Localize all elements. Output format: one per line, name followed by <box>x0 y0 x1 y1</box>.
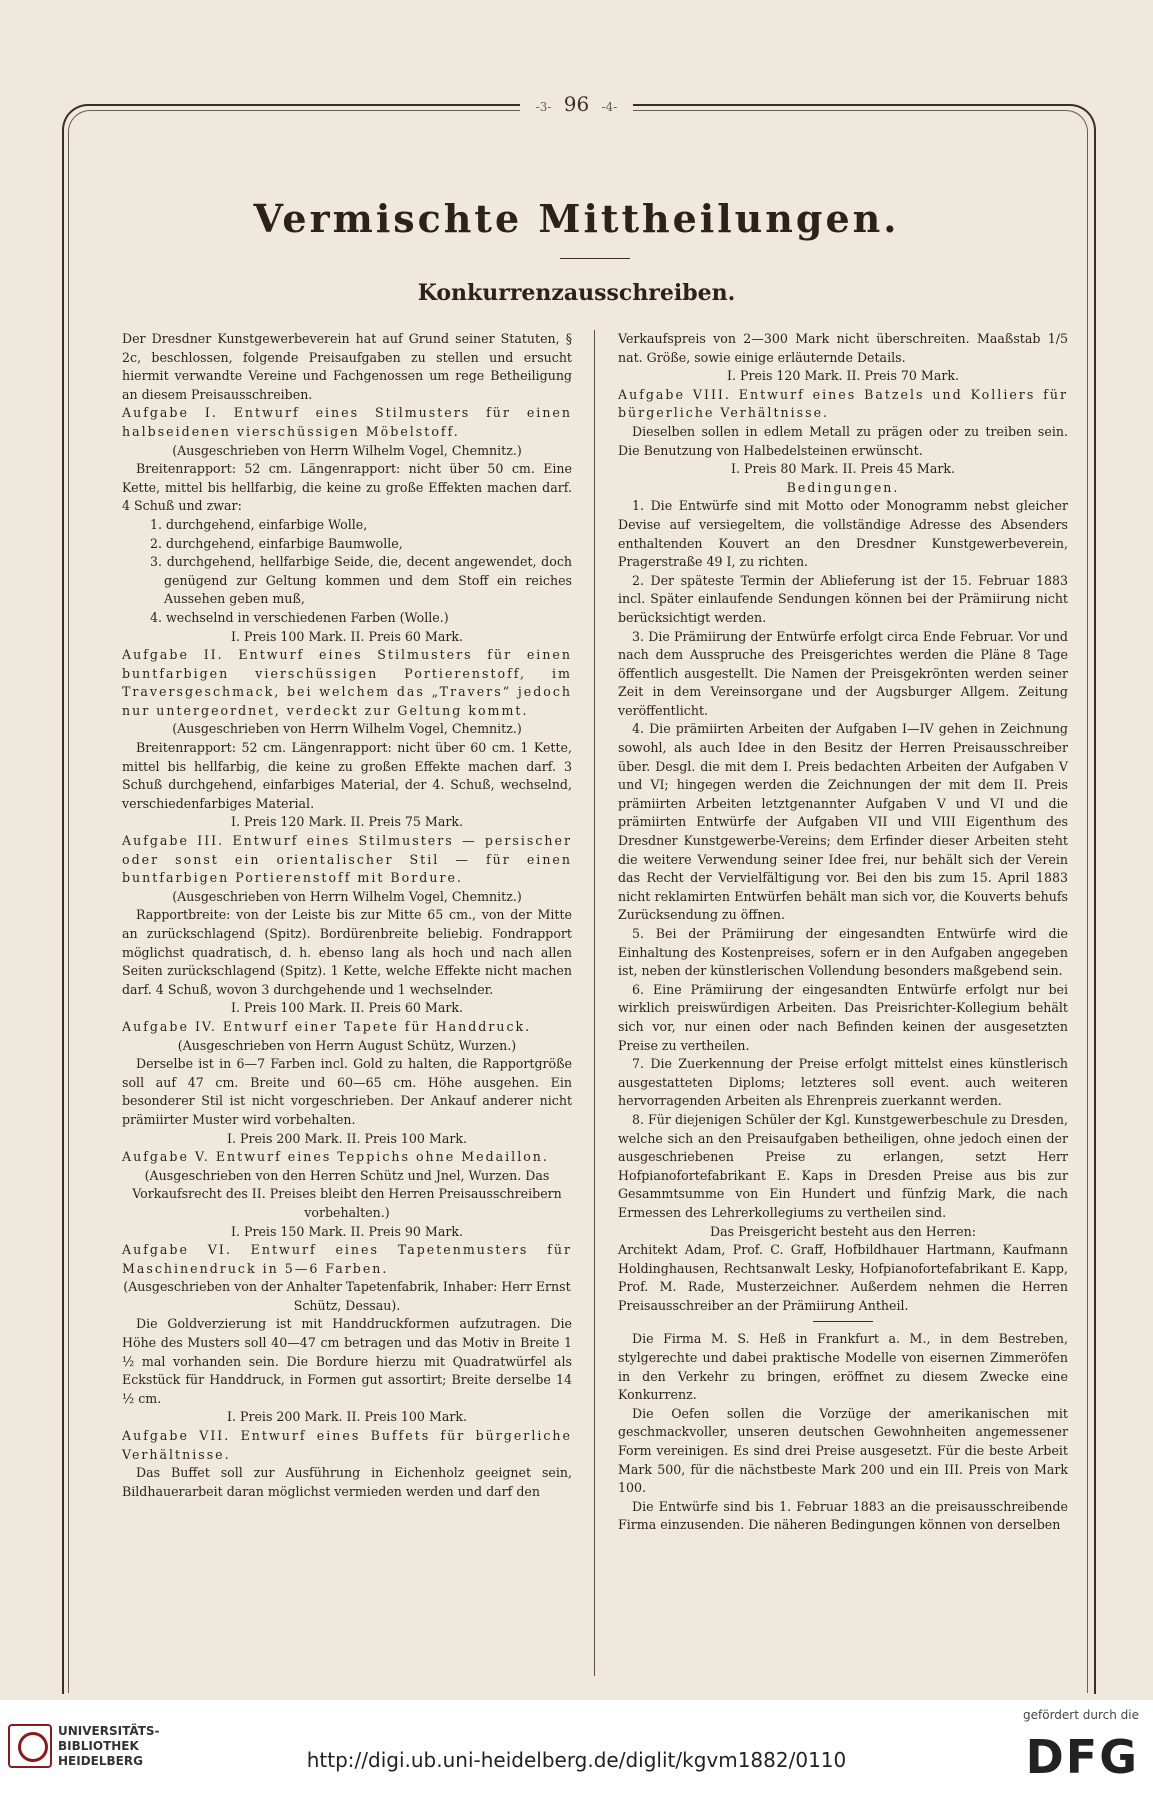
paragraph: Dieselben sollen in edlem Metall zu prägen oder zu treiben sein. Die Benutzung von Halbedelsteinen erwünscht. <box>618 423 1068 458</box>
task-heading: Aufgabe V. Entwurf eines Teppichs ohne Medaillon. <box>122 1149 549 1165</box>
task-heading: Aufgabe I. Entwurf eines Stilmusters für einen halbseidenen vierschüssigen Möbelstoff. <box>122 405 572 439</box>
task-heading: Aufgabe IV. Entwurf einer Tapete für Handdruck. <box>122 1018 532 1034</box>
page-number <box>520 92 634 116</box>
prize-line: I. Preis 200 Mark. II. Preis 100 Mark. <box>226 1130 468 1146</box>
paragraph: Die Goldverzierung ist mit Handdruckformen aufzutragen. Die Höhe des Musters soll 40—47 cm betragen und das Motiv in Breite 1 ½ mal vorhanden sein. Die Bordure hierzu mit Quadratwürfel als Eckstück für Handdruck, in Formen gut assortirt; Breite derselbe 14 ½ cm. <box>122 1316 572 1406</box>
prize-line: I. Preis 120 Mark. II. Preis 70 Mark. <box>726 368 959 384</box>
paragraph: Die Oefen sollen die Vorzüge der amerikanischen mit geschmackvoller, unseren deutschen Gewohnheiten angemessener Form vereinigen. Es sind drei Preise ausgesetzt. Für die beste Arbeit Mark 500, für die nächstbeste Mark 200 und ein III. Preis von Mark 100. <box>618 1405 1068 1496</box>
paragraph: Das Buffet soll zur Ausführung in Eichenholz geeignet sein, Bildhauerarbeit daran möglichst vermieden werden und darf den <box>122 1465 572 1499</box>
page-number-value: 96 <box>563 92 590 116</box>
task-heading: Aufgabe III. Entwurf eines Stilmusters — persischer oder sonst ein orientalischer Stil — für einen buntfarbigen Portierenstoff mit Bordure. <box>122 833 572 886</box>
library-line: UNIVERSITÄTS- <box>58 1724 160 1738</box>
condition-item: 2. Der späteste Termin der Ablieferung ist der 15. Februar 1883 incl. Später einlaufende Sendungen können bei der Prämiirung nicht berücksichtigt werden. <box>618 572 1068 625</box>
list-item: 4. wechselnd in verschiedenen Farben (Wolle.) <box>150 609 449 625</box>
condition-item: 6. Eine Prämiirung der eingesandten Entwürfe erfolgt nur bei wirklich preiswürdigen Arbeiten. Das Preisrichter-Kollegium behält sich vor, nur einen oder nach Befinden keinen der ausgesetzten Preise zu vertheilen. <box>618 981 1068 1053</box>
permalink[interactable]: http://digi.ub.uni-heidelberg.de/diglit/kgvm1882/0110 <box>306 1748 847 1772</box>
task-sponsor: (Ausgeschrieben von der Anhalter Tapetenfabrik, Inhaber: Herr Ernst Schütz, Dessau). <box>123 1279 571 1313</box>
paragraph: Derselbe ist in 6—7 Farben incl. Gold zu halten, die Rapportgröße soll auf 47 cm. Breite und 60—65 cm. Höhe ausgehen. Ein besonderer Stil ist nicht vorgeschrieben. Der Ankauf anderer nicht prämiirter Muster wird vorbehalten. <box>122 1056 572 1127</box>
section-heading: Konkurrenzausschreiben. <box>417 280 736 306</box>
paragraph: Rapportbreite: von der Leiste bis zur Mitte 65 cm., von der Mitte an zurückschlagend (Spitz). Bordürenbreite beliebig. Fondrapport möglichst quadratisch, d. h. ebenso lang als hoch und nach allen Seiten zurückschlagend (Spitz). 1 Kette, welche Effekte nicht machen darf. 4 Schuß, wovon 3 durchgehende und 1 wechselnder. <box>122 907 572 997</box>
task-sponsor: (Ausgeschrieben von Herrn August Schütz, Wurzen.) <box>177 1037 517 1053</box>
task-heading: Aufgabe VII. Entwurf eines Buffets für bürgerliche Verhältnisse. <box>122 1428 572 1462</box>
page-number-row <box>0 92 1153 116</box>
task-heading: Aufgabe II. Entwurf eines Stilmusters für einen buntfarbigen vierschüssigen Portierenstoff, im Traversgeschmack, bei welchem das „Travers“ jedoch nur untergeordnet, verdeckt zur Geltung kommt. <box>122 647 572 718</box>
task-heading: Aufgabe VI. Entwurf eines Tapetenmusters für Maschinendruck in 5—6 Farben. <box>122 1242 572 1276</box>
ornament-left: -3- <box>535 100 552 114</box>
funding-note: gefördert durch die <box>1023 1708 1139 1722</box>
list-item: 1. durchgehend, einfarbige Wolle, <box>150 516 368 532</box>
library-line: HEIDELBERG <box>58 1754 143 1768</box>
library-line: BIBLIOTHEK <box>58 1739 139 1753</box>
prize-line: I. Preis 80 Mark. II. Preis 45 Mark. <box>731 461 955 477</box>
right-column <box>618 330 1068 1535</box>
condition-item: 4. Die prämiirten Arbeiten der Aufgaben I—IV gehen in Zeichnung sowohl, als auch Idee in den Besitz der Herren Preisausschreiber über. Desgl. die mit dem I. Preis bedachten Arbeiten der Aufgaben V und VI; hingegen werden die Zeichnungen der mit dem II. Preis prämiirten Arbeiten letztgenannter Aufgaben V und VI und die prämiirten Entwürfe der Aufgaben VII und VIII Eigenthum des Dresdner Kunstgewerbe-Vereins; dem Erfinder dieser Arbeiten steht die weitere Verwendung seiner Idee frei, nur behält sich der Verein das Recht der Vervielfältigung vor. Bei den bis zum 15. April 1883 nicht reklamirten Entwürfen behält man sich vor, die Kouverts behufs Zurücksendung zu öffnen. <box>618 721 1068 923</box>
condition-item: 3. Die Prämiirung der Entwürfe erfolgt circa Ende Februar. Vor und nach dem Ausspruche des Preisgerichtes werden die Pläne 8 Tage öffentlich ausgestellt. Die Namen der Preisgekrönten werden seiner Zeit in dem Vereinsorgane und der Augsburger Allgem. Zeitung veröffentlicht. <box>618 628 1068 718</box>
task-heading: Aufgabe VIII. Entwurf eines Batzels und Kolliers für bürgerliche Verhältnisse. <box>618 386 1068 421</box>
paragraph: Verkaufspreis von 2—300 Mark nicht überschreiten. Maaßstab 1/5 nat. Größe, sowie einige erläuternde Details. <box>618 331 1068 365</box>
jury-list: Architekt Adam, Prof. C. Graff, Hofbildhauer Hartmann, Kaufmann Holdinghausen, Rechtsanwalt Lesky, Hofpianofortefabrikant E. Kapp, Prof. M. Rade, Musterzeichner. Außerdem nehmen die Herren Preisausschreiber an der Prämiirung Antheil. <box>618 1242 1068 1313</box>
condition-item: 1. Die Entwürfe sind mit Motto oder Monogramm nebst gleicher Devise auf versiegeltem, die vollständige Adresse des Absenders enthaltenden Kouvert an den Dresdner Kunstgewerbeverein, Pragerstraße 49 I, zu richten. <box>618 498 1068 570</box>
paragraph: Breitenrapport: 52 cm. Längenrapport: nicht über 60 cm. 1 Kette, mittel bis hellfarbig, die keine zu großen Effekte machen darf. 3 Schuß durchgehend, einfarbiges Material, der 4. Schuß, wechselnd, verschiedenfarbiges Material. <box>122 740 572 811</box>
jury-heading: Das Preisgericht besteht aus den Herren: <box>710 1223 976 1239</box>
task-sponsor: (Ausgeschrieben von Herrn Wilhelm Vogel, Chemnitz.) <box>172 721 522 737</box>
task-sponsor: (Ausgeschrieben von Herrn Wilhelm Vogel, Chemnitz.) <box>172 442 522 458</box>
condition-item: 8. Für diejenigen Schüler der Kgl. Kunstgewerbeschule zu Dresden, welche sich an den Preisaufgaben betheiligen, ohne jedoch einen der ausgeschriebenen Preise zu erlangen, setzt Herr Hofpianofortefabrikant E. Kaps in Dresden Preise aus bis zur Gesammtsumme von Ein Hundert und fünfzig Mark, die nach Ermessen des Lehrerkollegiums zu vertheilen sind. <box>618 1111 1068 1220</box>
list-item: 2. durchgehend, einfarbige Baumwolle, <box>150 535 403 551</box>
page-title: Vermischte Mittheilungen. <box>253 196 900 241</box>
condition-item: 5. Bei der Prämiirung der eingesandten Entwürfe wird die Einhaltung des Kostenpreises, sofern er in den Aufgaben angegeben ist, neben der künstlerischen Vollendung besonders maßgebend sein. <box>618 926 1068 979</box>
task-sponsor: (Ausgeschrieben von Herrn Wilhelm Vogel, Chemnitz.) <box>172 888 522 904</box>
prize-line: I. Preis 200 Mark. II. Preis 100 Mark. <box>226 1409 468 1425</box>
list-item: 3. durchgehend, hellfarbige Seide, die, decent angewendet, doch genügend zur Geltung kommen und dem Stoff ein reiches Aussehen geben muß, <box>150 554 572 607</box>
paragraph: Der Dresdner Kunstgewerbeverein hat auf Grund seiner Statuten, § 2c, beschlossen, folgende Preisaufgaben zu stellen und ersucht hiermit verwandte Vereine und Fachgenossen um rege Betheiligung an diesem Preisausschreiben. <box>122 331 572 402</box>
dfg-logo: DFG <box>1025 1730 1139 1784</box>
paragraph: Breitenrapport: 52 cm. Längenrapport: nicht über 50 cm. Eine Kette, mittel bis hellfarbig, die keine zu große Effekten machen darf. 4 Schuß und zwar: <box>122 461 572 514</box>
prize-line: I. Preis 100 Mark. II. Preis 60 Mark. <box>230 628 463 644</box>
ornament-right: -4- <box>601 100 618 114</box>
task-sponsor: (Ausgeschrieben von den Herren Schütz und Jnel, Wurzen. Das Vorkaufsrecht des II. Preises bleibt den Herren Preisausschreibern vorbehalten.) <box>132 1167 562 1220</box>
condition-item: 7. Die Zuerkennung der Preise erfolgt mittelst eines künstlerisch ausgestatteten Diploms; letzteres soll event. auch weiteren hervorragenden Arbeiten als Ehrenpreis zuerkannt werden. <box>618 1056 1068 1109</box>
footer-bar <box>0 1700 1153 1796</box>
paragraph: Die Entwürfe sind bis 1. Februar 1883 an die preisausschreibende Firma einzusenden. Die näheren Bedingungen können von derselben <box>618 1498 1068 1533</box>
prize-line: I. Preis 100 Mark. II. Preis 60 Mark. <box>230 1000 463 1016</box>
title-divider <box>560 258 630 259</box>
prize-line: I. Preis 150 Mark. II. Preis 90 Mark. <box>230 1223 463 1239</box>
section-divider <box>813 1321 873 1322</box>
column-divider <box>594 330 595 1676</box>
paragraph: Die Firma M. S. Heß in Frankfurt a. M., in dem Bestreben, stylgerechte und dabei praktische Modelle von eisernen Zimmeröfen in den Verkehr zu bringen, eröffnet zu diesem Zwecke eine Konkurrenz. <box>618 1331 1068 1403</box>
left-column <box>122 330 572 1501</box>
prize-line: I. Preis 120 Mark. II. Preis 75 Mark. <box>230 814 463 830</box>
conditions-heading: Bedingungen. <box>786 479 900 495</box>
